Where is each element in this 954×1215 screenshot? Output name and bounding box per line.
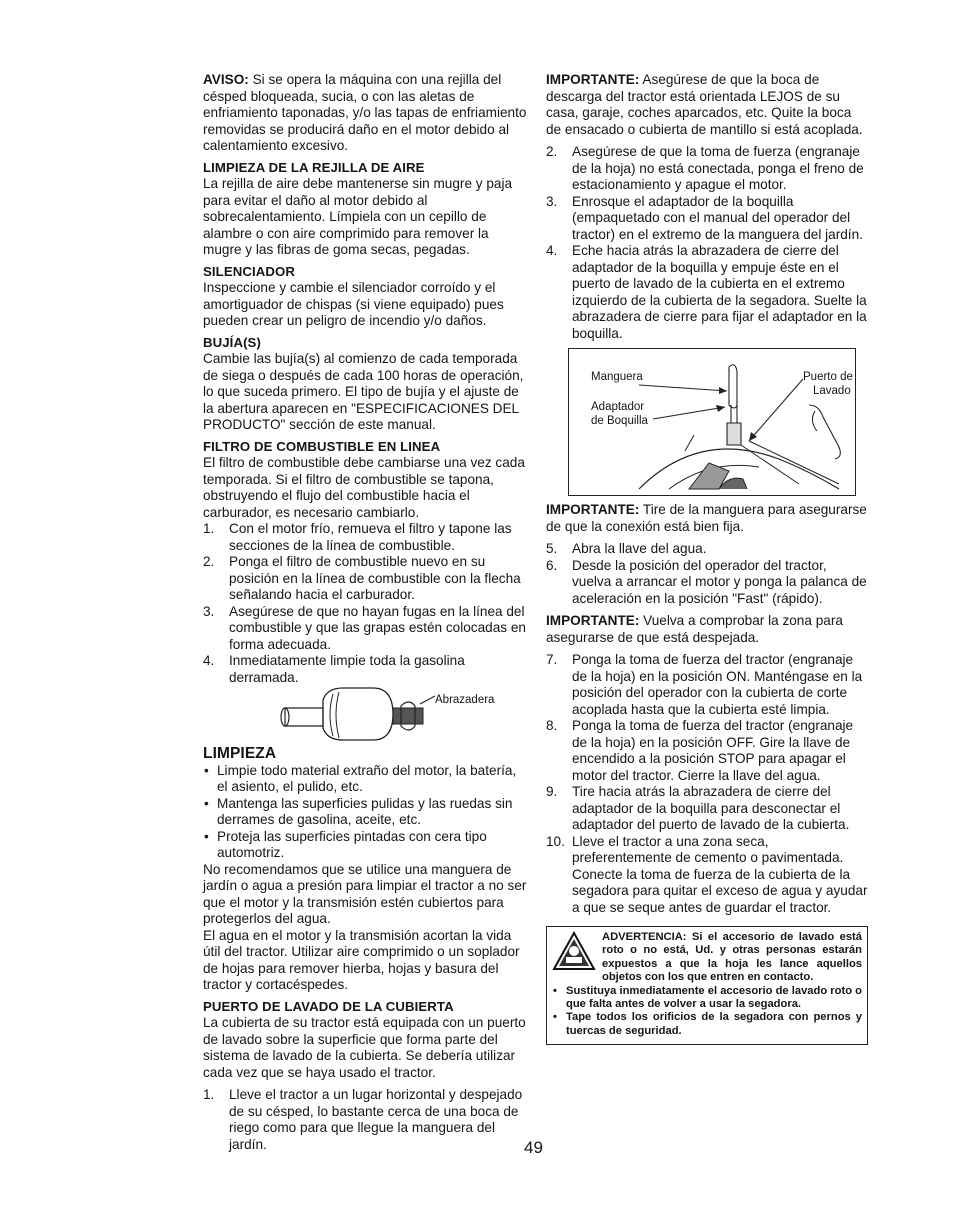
adaptador-label-line-1: Adaptador: [591, 401, 645, 413]
step-number: 2.: [546, 144, 558, 159]
importante-paragraph-1: [546, 72, 868, 138]
step-number: 5.: [546, 541, 558, 556]
heading-limpieza: LIMPIEZA: [203, 745, 277, 762]
step-text: Lleve el tractor a una zona seca, preferentemente de cemento o pavimentada. Conecte la toma de fuerza de la cubierta de la segadora para quitar el exceso de agua y ayudar a que se seque antes de guardar el tractor.: [572, 833, 868, 915]
heading-silenciador: SILENCIADOR: [203, 263, 295, 279]
step-text: Lleve el tractor a un lugar horizontal y despejado de su césped, lo bastante cerca de una boca de riego como para que llegue la manguera del jardín.: [229, 1087, 523, 1152]
heading-filtro: FILTRO DE COMBUSTIBLE EN LINEA: [203, 438, 441, 454]
step-text: Asegúrese de que la toma de fuerza (engranaje de la hoja) no está conectada, ponga el freno de estacionamiento y apague el motor.: [572, 144, 864, 192]
list-item: [203, 829, 528, 862]
bullet-text: Proteja las superficies pintadas con cera tipo automotriz.: [217, 828, 487, 860]
step-text: Inmediatamente limpie toda la gasolina derramada.: [229, 653, 465, 685]
abrazadera-label: Abrazadera: [435, 694, 495, 706]
bullet-text: Limpie todo material extraño del motor, la batería, el asiento, el pulido, etc.: [217, 762, 517, 794]
step-text: Ponga el filtro de combustible nuevo en su posición en la línea de combustible con la flecha señalando hacia el carburador.: [229, 554, 521, 602]
steps-2-to-4: [546, 144, 868, 342]
right-column: [546, 72, 868, 1045]
list-item: [203, 763, 528, 796]
list-item: [203, 653, 528, 686]
list-item: [546, 144, 868, 194]
fuel-filter-clamp-figure: [203, 686, 528, 744]
importante-label: IMPORTANTE:: [546, 613, 640, 628]
left-column: [203, 72, 528, 1153]
step-text: Asegúrese de que no hayan fugas en la línea del combustible y que las grapas estén colocadas en forma adecuada.: [229, 603, 526, 652]
step-text: Ponga la toma de fuerza del tractor (engranaje de la hoja) en la posición OFF. Gire la llave de encendido a la posición STOP para apagar el motor del tractor. Cierre la llave del agua.: [572, 718, 854, 783]
step-text: Eche hacia atrás la abrazadera de cierre del adaptador de la boquilla y empuje éste en el puerto de lavado de la cubierta en el extremo izquierdo de la cubierta de la segadora. Suelte la abrazadera de cierre para fijar el adaptador en la boquilla.: [572, 243, 867, 341]
paragraph-rejilla: La rejilla de aire debe mantenerse sin mugre y paja para evitar el daño al motor debido al sobrecalentamiento. Límpiela con un cepillo de alambre o con aire comprimido para remover la mugre y las fibras de goma secas, pegadas.: [203, 176, 513, 257]
list-item: [203, 1087, 528, 1153]
importante-text: Vuelva a comprobar la zona para asegurarse de que está despejada.: [546, 613, 843, 645]
step-number: 4.: [546, 243, 558, 258]
importante-label: IMPORTANTE:: [546, 72, 640, 87]
step-number: 1.: [203, 1087, 215, 1102]
step-text: Con el motor frío, remueva el filtro y tapone las secciones de la línea de combustible.: [229, 521, 512, 553]
step-number: 7.: [546, 652, 558, 667]
list-item: [203, 554, 528, 604]
puerto-label-line-2: Lavado: [813, 385, 851, 397]
step-text: Ponga la toma de fuerza del tractor (engranaje de la hoja) en la posición ON. Manténgase en la posición del operador con la cubierta de corte acoplada hasta que la cubierta esté limpia.: [572, 652, 863, 717]
importante-paragraph-2: [546, 502, 868, 535]
step-text: Abra la llave del agua.: [572, 541, 707, 556]
list-item: [546, 784, 868, 834]
list-item: [546, 558, 868, 608]
step-text: Tire hacia atrás la abrazadera de cierre del adaptador de la boquilla para desconectar el adaptador del puerto de lavado de la cubierta.: [572, 784, 850, 832]
steps-7-to-10: [546, 652, 868, 916]
list-item: [552, 985, 862, 1012]
step-text: Enrosque el adaptador de la boquilla (empaquetado con el manual del operador del tractor) en el extremo de la manguera del jardín.: [572, 193, 863, 242]
heading-bujia: BUJÍA(S): [203, 334, 261, 350]
step-number: 9.: [546, 784, 558, 799]
step-number: 8.: [546, 718, 558, 733]
step-number: 3.: [546, 193, 558, 209]
paragraph-filtro: El filtro de combustible debe cambiarse una vez cada temporada. Si el filtro de combustible se tapona, obstruyendo el flujo del combustible hacia el carburador, es necesario cambiarlo.: [203, 455, 525, 520]
page-number: 49: [524, 1138, 543, 1157]
list-item: [552, 1011, 862, 1038]
warning-bullets: [552, 985, 862, 1039]
importante-text: Tire de la manguera para asegurarse de que la conexión está bien fija.: [546, 502, 867, 534]
aviso-text: Si se opera la máquina con una rejilla del césped bloqueada, sucia, o con las aletas de enfriamiento taponadas, y/o las tapas de enfriamiento removidas se producirá daño en el motor debido al calentamiento excesivo.: [203, 72, 527, 153]
paragraph-limpieza-1: No recomendamos que se utilice una manguera de jardín o agua a presión para limpiar el tractor a no ser que el motor y la transmisión estén cubiertos para protegerlos del agua.: [203, 861, 527, 926]
step-number: 4.: [203, 653, 215, 668]
heading-puerto: PUERTO DE LAVADO DE LA CUBIERTA: [203, 998, 454, 1014]
manguera-label: Manguera: [591, 371, 643, 383]
step-number: 1.: [203, 521, 215, 536]
aviso-label: AVISO:: [203, 72, 249, 87]
bullet-dot: •: [204, 762, 209, 778]
importante-label: IMPORTANTE:: [546, 502, 640, 517]
bullet-dot: •: [553, 984, 557, 997]
warning-triangle-icon: [552, 931, 602, 985]
list-item: [546, 652, 868, 718]
paragraph-limpieza-2: El agua en el motor y la transmisión acortan la vida útil del tractor. Utilizar aire comprimido o un soplador de hojas para remover hierba, hojas y basura del tractor y cortacéspedes.: [203, 927, 520, 992]
bullet-text: Mantenga las superficies pulidas y las ruedas sin derrames de gasolina, aceite, etc.: [217, 795, 513, 827]
steps-5-to-6: [546, 541, 868, 607]
fuel-filter-illustration: [275, 686, 435, 744]
adaptador-label-line-2: de Boquilla: [591, 415, 648, 427]
bullet-text: Sustituya inmediatamente el accesorio de lavado roto o que falta antes de volver a usar la segadora.: [566, 984, 862, 1011]
puerto-label-line-1: Puerto de: [803, 371, 853, 383]
paragraph-puerto: La cubierta de su tractor está equipada con un puerto de lavado sobre la superficie que forma parte del sistema de lavado de la cubierta. Se debería utilizar cada vez que se haya usado el tractor.: [203, 1015, 526, 1080]
nozzle-adapter-figure: [568, 348, 856, 496]
list-item: [546, 718, 868, 784]
step-number: 2.: [203, 554, 215, 569]
list-item: [546, 834, 868, 917]
step-number: 6.: [546, 557, 558, 573]
step-number: 3.: [203, 603, 215, 619]
list-item: [546, 194, 868, 244]
step-text: Desde la posición del operador del tractor, vuelva a arrancar el motor y ponga la palanca de aceleración en la posición "Fast" (rápido).: [572, 557, 867, 606]
bullet-dot: •: [204, 795, 209, 811]
bullet-dot: •: [553, 1011, 557, 1024]
step-number: 10.: [546, 833, 565, 849]
list-item: [546, 243, 868, 342]
heading-rejilla: LIMPIEZA DE LA REJILLA DE AIRE: [203, 159, 425, 175]
warning-text: ADVERTENCIA: Si el accesorio de lavado está roto o no está, Ud. y otras personas estarán expuestos a que la hoja les lance aquellos objetos con los que entren en contacto.: [602, 931, 862, 984]
list-item: [203, 604, 528, 654]
list-item: [203, 521, 528, 554]
paragraph-silenciador: Inspeccione y cambie el silenciador corroído y el amortiguador de chispas (si viene equipado) pues pueden crear un peligro de incendio y/o daños.: [203, 280, 504, 328]
list-item: [203, 796, 528, 829]
warning-box: [546, 926, 868, 1045]
paragraph-bujia: Cambie las bujía(s) al comienzo de cada temporada de siega o después de cada 100 horas de operación, lo que suceda primero. El tipo de bujía y el ajuste de la abertura aparecen en "ESPECIFICACIONES DEL PRODUCTO" sección de este manual.: [203, 351, 524, 432]
bullet-text: Tape todos los orificios de la segadora con pernos y tuercas de seguridad.: [566, 1011, 862, 1037]
puerto-steps: [203, 1087, 528, 1153]
filtro-steps: [203, 521, 528, 686]
bullet-dot: •: [204, 828, 209, 844]
limpieza-bullets: [203, 763, 528, 862]
importante-paragraph-3: [546, 613, 868, 646]
list-item: [546, 541, 868, 558]
aviso-paragraph: [203, 72, 528, 155]
importante-text: Asegúrese de que la boca de descarga del tractor está orientada LEJOS de su casa, garaje, coches aparcados, etc. Quite la boca de ensacado o cubierta de mantillo si está acoplada.: [546, 72, 863, 137]
